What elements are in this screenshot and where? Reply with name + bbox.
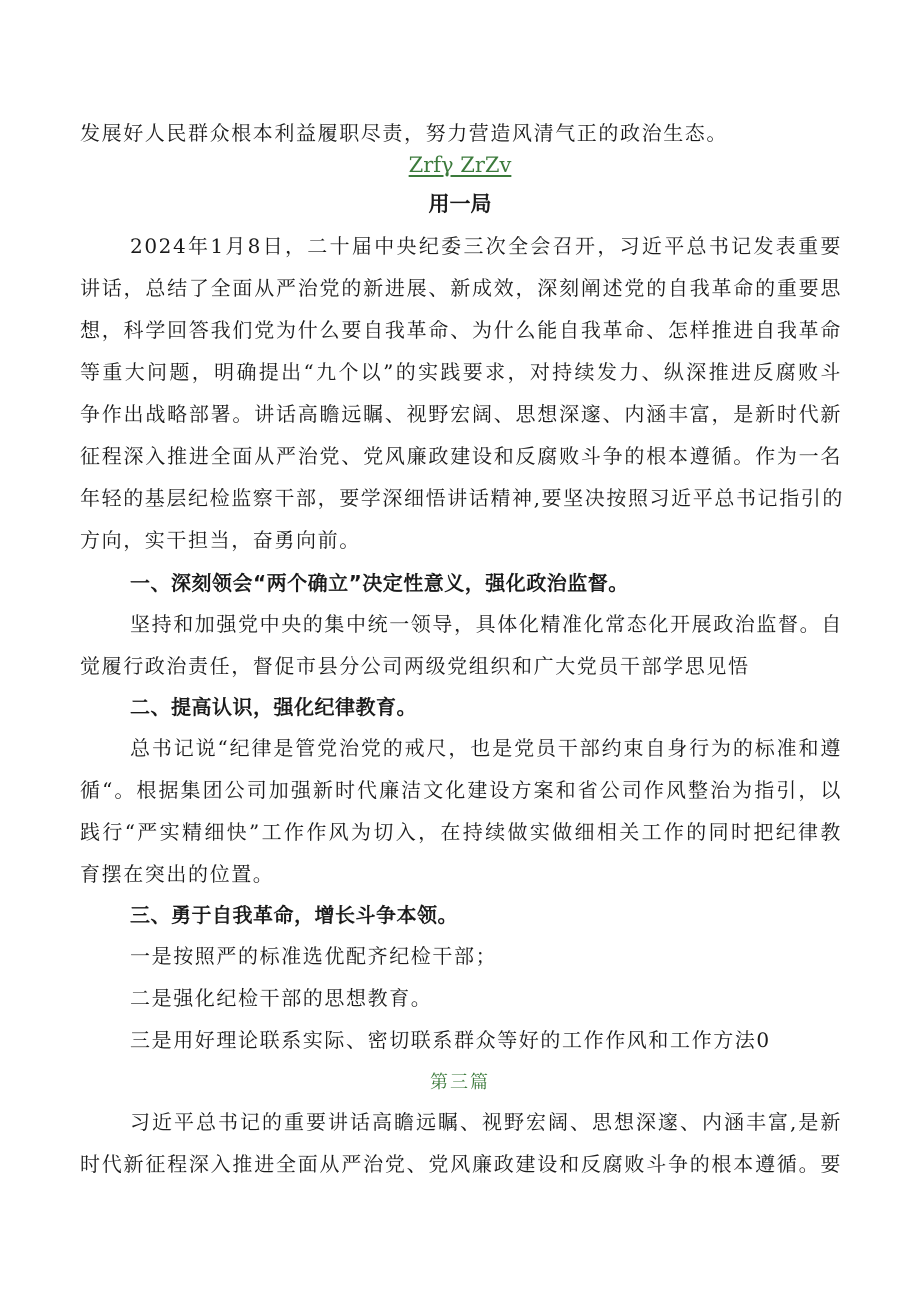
paragraph-line: 育摆在突出的位置。 [80, 862, 275, 886]
list-item: 一是按照严的标准选优配齐纪检干部； [130, 944, 498, 968]
section-heading-2: 二、提高认识，强化纪律教育。 [130, 695, 417, 719]
paragraph-line: 践行“严实精细快”工作作风为切入，在持续做实做细相关工作的同时把纪律教 [80, 820, 842, 844]
paragraph-line: 总书记说“纪律是管党治党的戒尺，也是党员干部约束自身行为的标准和遵 [130, 736, 842, 760]
paragraph-line: 等重大问题，明确提出“九个以”的实践要求，对持续发力、纵深推进反腐败斗 [80, 360, 842, 384]
section-heading-1: 一、深刻领会“两个确立”决定性意义，强化政治监督。 [130, 571, 629, 595]
article-title: 用一局 [428, 192, 492, 216]
top-fragment-line: 发展好人民群众根本利益履职尽责，努力营造风清气正的政治生态。 [80, 121, 728, 145]
paragraph-line: 循“。根据集团公司加强新时代廉洁文化建设方案和省公司作风整治为指引，以 [80, 778, 842, 802]
paragraph-line: 坚持和加强党中央的集中统一领导，具体化精准化常态化开展政治监督。自 [130, 612, 843, 636]
section-label: 第三篇 [430, 1072, 490, 1093]
list-item: 三是用好理论联系实际、密切联系群众等好的工作作风和工作方法0 [130, 1028, 771, 1052]
paragraph-line: 2024年1月8日，二十届中央纪委三次全会召开，习近平总书记发表重要 [130, 234, 842, 258]
header-link[interactable]: Zrfγ ZrZv [408, 153, 512, 177]
paragraph-line: 讲话，总结了全面从严治党的新进展、新成效，深刻阐述党的自我革命的重要思 [80, 276, 842, 300]
paragraph-line: 觉履行政治责任，督促市县分公司两级党组织和广大党员干部学思见悟 [80, 654, 750, 678]
paragraph-line: 时代新征程深入推进全面从严治党、党风廉政建设和反腐败斗争的根本遵循。要 [80, 1152, 842, 1176]
paragraph-line: 习近平总书记的重要讲话高瞻远瞩、视野宏阔、思想深邃、内涵丰富,是新 [130, 1110, 842, 1134]
paragraph-line: 方向，实干担当，奋勇向前。 [80, 528, 361, 552]
paragraph-line: 想，科学回答我们党为什么要自我革命、为什么能自我革命、怎样推进自我革命 [80, 318, 842, 342]
paragraph-line: 年轻的基层纪检监察干部，要学深细悟讲话精神,要坚决按照习近平总书记指引的 [80, 486, 844, 510]
paragraph-line: 征程深入推进全面从严治党、党风廉政建设和反腐败斗争的根本遵循。作为一名 [80, 444, 842, 468]
paragraph-line: 争作出战略部署。讲话高瞻远瞩、视野宏阔、思想深邃、内涵丰富，是新时代新 [80, 402, 842, 426]
section-heading-3: 三、勇于自我革命，增长斗争本领。 [130, 903, 458, 927]
list-item: 二是强化纪检干部的思想教育。 [130, 986, 433, 1010]
